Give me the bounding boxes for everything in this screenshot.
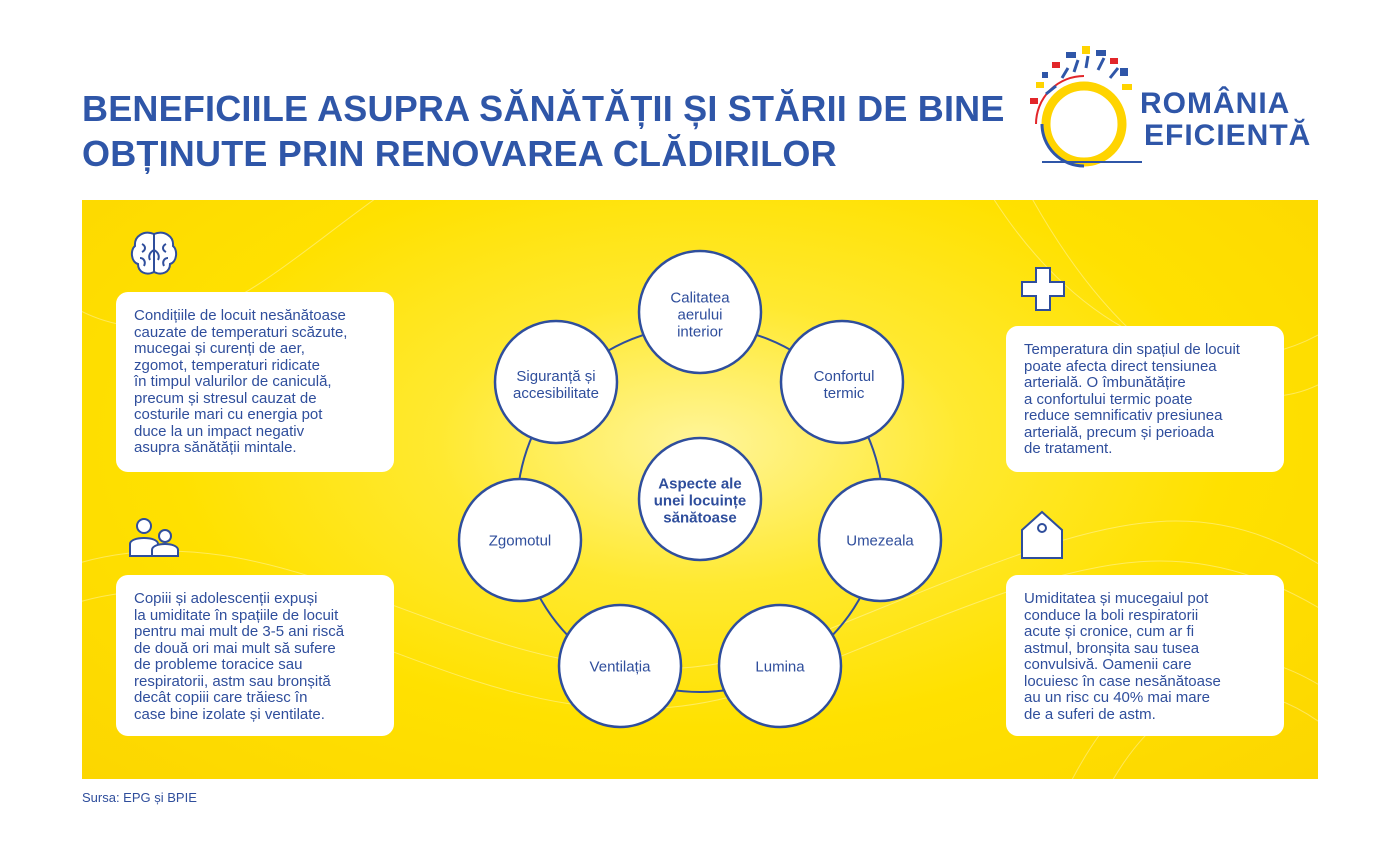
label-humidity [846, 533, 914, 550]
infographic-panel [82, 200, 1318, 779]
label-line: accesibilitate [513, 385, 599, 402]
card-line: mucegai și curenți de aer, [134, 340, 305, 357]
label-line: Siguranță și [516, 368, 596, 385]
card-line: precum și stresul cauzat de [134, 389, 317, 407]
card-line: Temperatura din spațiul de locuit [1024, 341, 1240, 358]
card-line: de două ori mai mult să sufere [134, 639, 336, 657]
card-line: a confortului termic poate [1024, 390, 1193, 408]
card-line: arterială, precum și perioada [1024, 423, 1215, 441]
card-line: respiratorii, astm sau bronșită [134, 672, 331, 690]
label-line: Aspecte ale [658, 475, 742, 493]
card-line: duce la un impact negativ [134, 422, 305, 440]
card-line: au un risc cu 40% mai mare [1024, 689, 1210, 706]
label-light [755, 659, 804, 676]
card-line: în timpul valurilor de caniculă, [134, 373, 332, 390]
card-line: arterială. O îmbunătățire [1024, 374, 1186, 391]
title-line-2: OBȚINUTE PRIN RENOVAREA CLĂDIRILOR [82, 133, 837, 174]
card-line: Condițiile de locuit nesănătoase [134, 307, 346, 324]
label-center [654, 476, 747, 527]
card-line: de tratament. [1024, 440, 1113, 457]
title-line-1: BENEFICIILE ASUPRA SĂNĂTĂȚII ȘI STĂRII DE BINE [82, 88, 1005, 129]
card-line: convulsivă. Oamenii care [1024, 656, 1192, 673]
label-line: unei locuințe [653, 492, 747, 510]
source-note: Sursa: EPG și BPIE [82, 790, 197, 805]
logo-wordmark [1140, 88, 1311, 152]
card-line: locuiesc în case nesănătoase [1024, 672, 1221, 690]
logo-emblem [1022, 38, 1142, 168]
card-line: conduce la boli respiratorii [1024, 606, 1199, 624]
logo-line-1: ROMÂNIA [1140, 87, 1291, 120]
label-thermal-comfort [814, 368, 875, 402]
label-line: aerului [677, 306, 723, 324]
label-air-quality [670, 290, 729, 341]
label-ventilation [590, 659, 651, 676]
card-line: de probleme toracice sau [134, 656, 303, 673]
card-line: Umiditatea și mucegaiul pot [1024, 590, 1209, 607]
logo-line-2: EFICIENTĂ [1144, 119, 1312, 152]
label-line: sănătoase [663, 509, 737, 527]
label-line: interior [677, 323, 723, 341]
card-line: zgomot, temperaturi ridicate [134, 356, 320, 374]
card-line: pentru mai mult de 3-5 ani riscă [134, 623, 345, 640]
card-line: case bine izolate și ventilate. [134, 705, 325, 723]
card-line: costurile mari cu energia pot [134, 406, 323, 423]
card-line: cauzate de temperaturi scăzute, [134, 323, 348, 341]
label-safety [513, 368, 599, 402]
label-line: Lumina [755, 658, 805, 676]
card-line: asupra sănătății mintale. [134, 439, 297, 456]
label-line: Confortul [813, 368, 875, 385]
card-line: Copiii și adolescenții expuși [134, 590, 318, 607]
card-line: astmul, bronșita sau tusea [1024, 639, 1200, 657]
card-line: de a suferi de astm. [1024, 705, 1156, 723]
label-line: termic [823, 385, 865, 402]
card-line: poate afecta direct tensiunea [1024, 357, 1217, 375]
label-line: Ventilația [589, 658, 651, 676]
card-line: la umiditate în spațiile de locuit [134, 606, 339, 624]
label-line: Umezeala [846, 532, 914, 550]
label-line: Zgomotul [488, 532, 552, 550]
label-noise [489, 533, 552, 550]
page-title [82, 86, 1042, 176]
romania-eficienta-logo [1022, 38, 1322, 168]
card-line: decât copiii care trăiesc în [134, 689, 308, 706]
card-line: reduce semnificativ presiunea [1024, 407, 1223, 424]
card-line: acute și cronice, cum ar fi [1024, 623, 1195, 640]
label-line: Calitatea [670, 289, 730, 307]
